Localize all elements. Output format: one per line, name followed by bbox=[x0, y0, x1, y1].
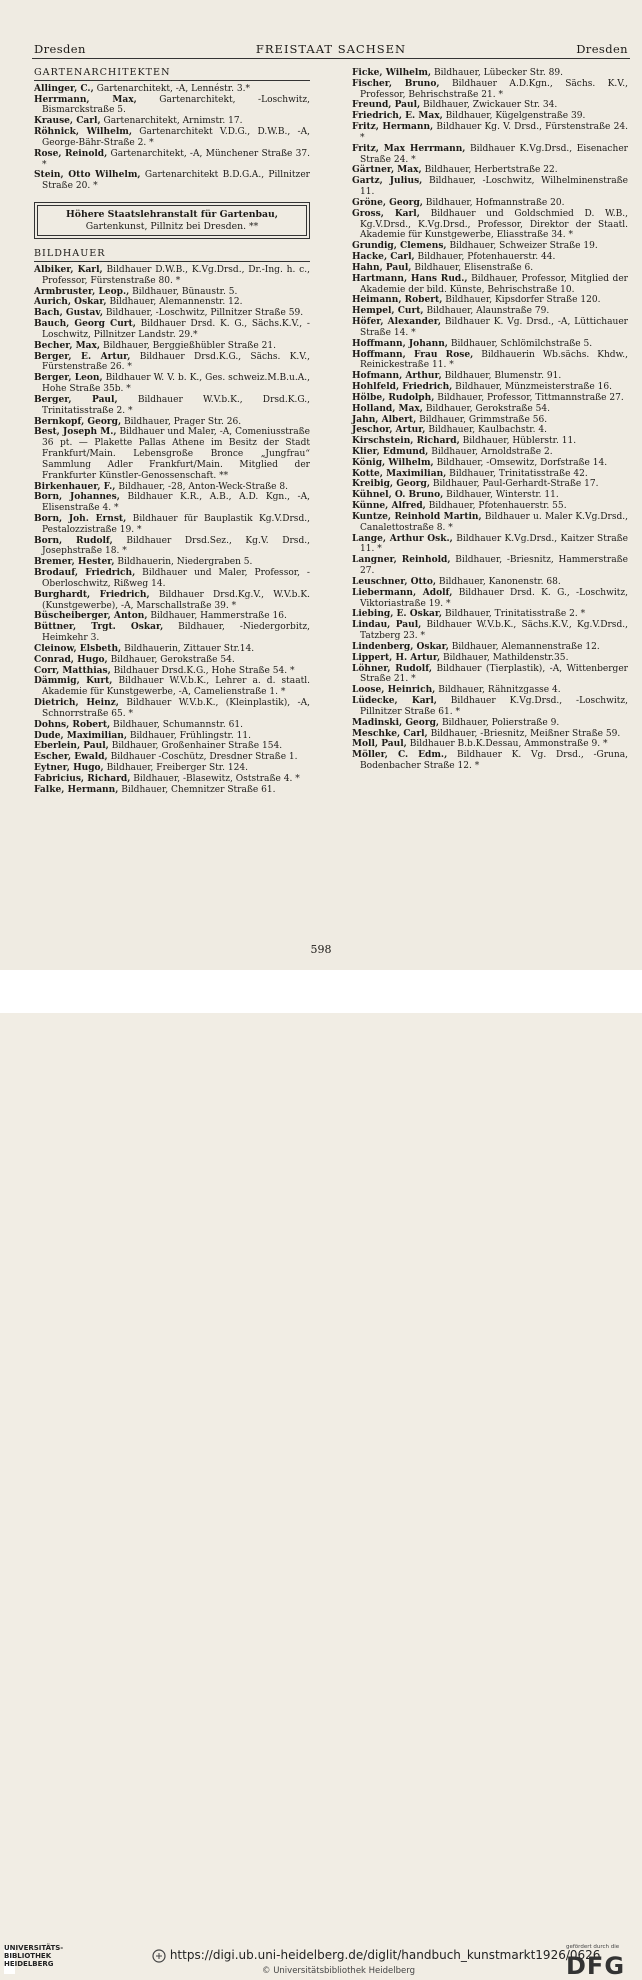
directory-entry bbox=[352, 534, 628, 556]
bildhauer-list-left bbox=[34, 265, 310, 796]
directory-entry bbox=[352, 653, 628, 664]
entry-name: Hoffmann, Johann, bbox=[352, 338, 448, 349]
entry-details: Bildhauer, -28, Anton-Weck-Straße 8. bbox=[115, 481, 289, 492]
entry-name: Grundig, Clemens, bbox=[352, 241, 447, 252]
directory-entry bbox=[34, 373, 310, 395]
permalink[interactable] bbox=[152, 1948, 600, 1963]
entry-details: Bildhauer K.Vg.Drsd., Kaitzer Straße 11. * bbox=[360, 533, 628, 555]
entry-name: Heimann, Robert, bbox=[352, 295, 443, 306]
entry-details: Bildhauer, Hofmannstraße 20. bbox=[422, 197, 565, 208]
directory-entry bbox=[352, 198, 628, 209]
entry-name: Herrmann, Max, bbox=[34, 94, 137, 105]
entry-name: Meschke, Carl, bbox=[352, 728, 428, 739]
entry-name: Krause, Carl, bbox=[34, 116, 101, 127]
entry-details: Bildhauer Kg. V. Drsd., Fürstenstraße 24. * bbox=[360, 122, 628, 143]
entry-details: Bildhauer, Kanonenstr. 68. bbox=[436, 576, 561, 587]
advertisement-box bbox=[34, 202, 310, 239]
entry-details: Bildhauer K.Vg.Drsd., -Loschwitz, Pillnitzer Straße 61. * bbox=[360, 696, 629, 717]
entry-details: Bildhauer, Mathildenstr.35. bbox=[440, 652, 569, 663]
directory-entry bbox=[352, 79, 628, 101]
section-heading-gartenarchitekten: GARTENARCHITEKTEN bbox=[34, 68, 310, 81]
entry-name: Kotte, Maximilian, bbox=[352, 468, 447, 479]
directory-entry bbox=[352, 447, 628, 458]
entry-name: Friedrich, E. Max, bbox=[352, 111, 443, 122]
entry-details: Bildhauer, Kaulbachstr. 4. bbox=[425, 425, 547, 436]
entry-details: Bildhauer Drsd. K. G., -Loschwitz, Viktoriastraße 19. * bbox=[360, 587, 628, 609]
entry-name: Falke, Hermann, bbox=[34, 784, 119, 795]
entry-name: König, Wilhelm, bbox=[352, 457, 434, 468]
entry-name: Lindau, Paul, bbox=[352, 620, 422, 631]
directory-entry bbox=[34, 95, 310, 117]
entry-name: Lüdecke, Karl, bbox=[352, 696, 437, 707]
entry-name: Jeschor, Artur, bbox=[352, 425, 426, 436]
entry-details: Gartenarchitekt B.D.G.A., Pillnitzer Straße 20. * bbox=[42, 170, 310, 192]
entry-name: Albiker, Karl, bbox=[34, 264, 103, 275]
entry-details: Bildhauer, Lübecker Str. 89. bbox=[431, 68, 564, 78]
entry-name: Höfer, Alexander, bbox=[352, 317, 442, 328]
entry-name: Fritz, Max Herrmann, bbox=[352, 143, 466, 154]
entry-name: Liebing, E. Oskar, bbox=[352, 609, 443, 620]
entry-name: Gross, Karl, bbox=[352, 208, 420, 219]
advertisement-title: Höhere Staatslehranstalt für Gartenbau, bbox=[65, 209, 279, 221]
directory-entry bbox=[34, 611, 310, 622]
directory-entry bbox=[34, 170, 310, 192]
entry-details: Bildhauer, Trinitatisstraße 2. * bbox=[442, 609, 586, 620]
entry-name: Born, Rudolf, bbox=[34, 535, 113, 546]
entry-name: Moll, Paul, bbox=[352, 739, 407, 750]
entry-name: Dietrich, Heinz, bbox=[34, 698, 119, 709]
directory-entry bbox=[34, 741, 310, 752]
entry-details: Bildhauer, Gerokstraße 54. bbox=[422, 403, 551, 414]
entry-name: Aurich, Oskar, bbox=[34, 297, 107, 308]
entry-details: Bildhauer, Großenhainer Straße 154. bbox=[108, 741, 283, 752]
entry-details: Bildhauer, Schlömilchstraße 5. bbox=[447, 338, 593, 349]
entry-details: Bildhauerin, Niedergraben 5. bbox=[114, 557, 253, 568]
directory-entry bbox=[34, 676, 310, 698]
entry-name: Birkenhauer, F., bbox=[34, 481, 116, 492]
header-rule bbox=[32, 58, 630, 59]
directory-entry bbox=[352, 664, 628, 686]
entry-details: Bildhauer, Pfotenhauerstr. 55. bbox=[425, 501, 567, 512]
library-logo-line3: HEIDELBERG bbox=[4, 1960, 54, 1968]
directory-entry bbox=[34, 514, 310, 536]
entry-details: Bildhauer, Schumannstr. 61. bbox=[110, 719, 244, 730]
directory-entry bbox=[34, 427, 310, 481]
directory-entry bbox=[34, 127, 310, 149]
entry-details: Bildhauer, Frühlingstr. 11. bbox=[126, 730, 251, 741]
entry-name: Born, Joh. Ernst, bbox=[34, 513, 127, 524]
entry-name: Kühnel, O. Bruno, bbox=[352, 490, 444, 501]
directory-entry bbox=[352, 100, 628, 111]
running-header bbox=[34, 42, 628, 56]
entry-name: Gröne, Georg, bbox=[352, 197, 423, 208]
entry-name: Loose, Heinrich, bbox=[352, 685, 436, 696]
directory-entry bbox=[34, 666, 310, 677]
entry-details: Bildhauer K. Vg. Drsd., -A, Lüttichauer Straße 14. * bbox=[360, 317, 628, 338]
entry-details: Bildhauer Drsd.Kg.V., W.V.b.K. (Kunstgewerbe), -A, Marschallstraße 39. * bbox=[42, 589, 310, 611]
entry-details: Bildhauer W.V.b.K., Drsd.K.G., Trinitatisstraße 2. * bbox=[42, 394, 310, 416]
entry-name: Cleinow, Elsbeth, bbox=[34, 643, 122, 654]
directory-entry bbox=[34, 492, 310, 514]
directory-entry bbox=[34, 149, 310, 171]
entry-name: Löhner, Rudolf, bbox=[352, 663, 433, 674]
entry-details: Bildhauer W. V. b. K., Ges. schweiz.M.B.u.A., Hohe Straße 35b. * bbox=[42, 373, 310, 395]
library-logo[interactable] bbox=[4, 1944, 63, 1968]
directory-entry bbox=[34, 287, 310, 298]
scanned-page bbox=[0, 0, 642, 970]
entry-details: Bildhauer (Tierplastik), -A, Wittenberger Straße 21. * bbox=[360, 663, 629, 685]
entry-name: Madinski, Georg, bbox=[352, 717, 440, 728]
entry-details: Bildhauer W.V.b.K., Sächs.K.V., Kg.V.Drsd., Tatzberg 23. * bbox=[360, 620, 628, 642]
directory-entry bbox=[34, 395, 310, 417]
entry-name: Leuschner, Otto, bbox=[352, 576, 437, 587]
entry-details: Bildhauer, -Blasewitz, Oststraße 4. * bbox=[130, 773, 300, 784]
entry-details: Bildhauer und Maler, Professor, -Oberloschwitz, Rißweg 14. bbox=[42, 568, 310, 589]
entry-name: Künne, Alfred, bbox=[352, 501, 426, 512]
dfg-logo[interactable]: DFG bbox=[566, 1952, 626, 1980]
entry-details: Bildhauer u. Maler K.Vg.Drsd., Canalettostraße 8. * bbox=[360, 511, 628, 533]
directory-entry bbox=[352, 512, 628, 534]
right-column bbox=[352, 68, 628, 772]
entry-details: Bildhauer und Goldschmied D. W.B., Kg.V.Drsd., K.Vg.Drsd., Professor, Direktor der Staatl. Akademie für Kunstgewerbe, Eliasstraße 34. * bbox=[360, 208, 629, 241]
entry-name: Gartz, Julius, bbox=[352, 176, 423, 187]
entry-name: Bremer, Hester, bbox=[34, 557, 115, 568]
entry-details: Bildhauer, Trinitatisstraße 42. bbox=[446, 468, 588, 479]
entry-name: Burghardt, Friedrich, bbox=[34, 589, 150, 600]
entry-details: Bildhauer, Professor, Mitglied der Akademie der bild. Künste, Behrischstraße 10. bbox=[360, 273, 628, 295]
entry-name: Born, Johannes, bbox=[34, 492, 120, 503]
entry-details: Bildhauer Drsd.K.G., Sächs. K.V., Fürstenstraße 26. * bbox=[42, 351, 310, 373]
entry-details: Bildhauer, Alemannenstr. 12. bbox=[106, 297, 243, 308]
left-column bbox=[34, 68, 310, 796]
link-icon bbox=[152, 1949, 166, 1963]
entry-name: Berger, Paul, bbox=[34, 394, 118, 405]
entry-name: Becher, Max, bbox=[34, 340, 101, 351]
directory-entry bbox=[34, 752, 310, 763]
entry-details: Bildhauer für Bauplastik Kg.V.Drsd., Pestalozzistraße 19. * bbox=[42, 513, 310, 535]
entry-name: Escher, Ewald, bbox=[34, 752, 108, 763]
entry-name: Lindenberg, Oskar, bbox=[352, 641, 449, 652]
library-logo-line1: UNIVERSITÄTS- bbox=[4, 1944, 64, 1952]
footer-bar bbox=[0, 970, 642, 1980]
entry-details: Bildhauer, Blumenstr. 91. bbox=[441, 371, 562, 382]
entry-details: Bildhauer Drsd.Sez., Kg.V. Drsd., Josephstraße 18. * bbox=[42, 535, 310, 557]
entry-name: Kuntze, Reinhold Martin, bbox=[352, 511, 482, 522]
entry-name: Kirschstein, Richard, bbox=[352, 436, 460, 447]
entry-name: Dohns, Robert, bbox=[34, 719, 111, 730]
entry-details: Bildhauer, -Loschwitz, Pillnitzer Straße 59. bbox=[103, 308, 304, 319]
entry-details: Bildhauer B.b.K.Dessau, Ammonstraße 9. * bbox=[406, 739, 608, 750]
directory-entry bbox=[34, 774, 310, 785]
directory-entry bbox=[352, 382, 628, 393]
copyright-text: © Universitätsbibliothek Heidelberg bbox=[262, 1966, 416, 1976]
entry-details: Bildhauer, -Briesnitz, Hammerstraße 27. bbox=[360, 555, 629, 577]
directory-entry bbox=[352, 458, 628, 469]
entry-details: Gartenarchitekt V.D.G., D.W.B., -A, George-Bähr-Straße 2. * bbox=[42, 127, 310, 148]
entry-name: Stein, Otto Wilhelm, bbox=[34, 170, 141, 181]
entry-name: Corr, Matthias, bbox=[34, 665, 111, 676]
directory-entry bbox=[34, 341, 310, 352]
directory-entry bbox=[34, 568, 310, 590]
directory-entry bbox=[34, 720, 310, 731]
directory-entry bbox=[34, 590, 310, 612]
directory-entry bbox=[34, 644, 310, 655]
entry-name: Berger, E. Artur, bbox=[34, 351, 131, 362]
directory-entry bbox=[352, 501, 628, 512]
entry-name: Büttner, Trgt. Oskar, bbox=[34, 622, 164, 633]
entry-name: Kreibig, Georg, bbox=[352, 479, 430, 490]
entry-name: Bauch, Georg Curt, bbox=[34, 319, 136, 330]
entry-name: Lippert, H. Artur, bbox=[352, 652, 441, 663]
directory-entry bbox=[34, 297, 310, 308]
directory-entry bbox=[34, 352, 310, 374]
entry-name: Möller, C. Edm., bbox=[352, 750, 448, 761]
directory-entry bbox=[352, 479, 628, 490]
directory-entry bbox=[352, 415, 628, 426]
directory-entry bbox=[352, 263, 628, 274]
entry-details: Bildhauer, Freiberger Str. 124. bbox=[103, 763, 249, 774]
entry-details: Bildhauer W.V.b.K., (Kleinplastik), -A, Schnorrstraße 65. * bbox=[42, 698, 310, 719]
directory-entry bbox=[34, 785, 310, 796]
entry-details: Bildhauer K. Vg. Drsd., -Gruna, Bodenbacher Straße 12. * bbox=[360, 750, 628, 771]
entry-name: Hempel, Curt, bbox=[352, 306, 424, 317]
entry-details: Bildhauer, Professor, Tittmannstraße 27. bbox=[434, 392, 624, 403]
entry-details: Bildhauer K.R., A.B., A.D. Kgn., -A, Elisenstraße 4. * bbox=[42, 492, 311, 514]
entry-details: Bildhauer, Winterstr. 11. bbox=[443, 490, 559, 501]
directory-entry bbox=[352, 718, 628, 729]
entry-details: Bildhauer, -Briesnitz, Meißner Straße 59. bbox=[427, 728, 621, 739]
entry-name: Fischer, Bruno, bbox=[352, 78, 440, 89]
directory-entry bbox=[352, 577, 628, 588]
entry-name: Brodauf, Friedrich, bbox=[34, 568, 136, 579]
entry-details: Bildhauer, Kügelgenstraße 39. bbox=[442, 111, 586, 122]
header-center: FREISTAAT SACHSEN bbox=[255, 42, 407, 56]
entry-details: Bildhauer, -Niedergorbitz, Heimkehr 3. bbox=[42, 622, 310, 644]
entry-name: Allinger, C., bbox=[34, 83, 94, 94]
entry-name: Rose, Reinold, bbox=[34, 148, 108, 159]
entry-details: Bildhauer K.Vg.Drsd., Eisenacher Straße 24. * bbox=[360, 143, 629, 165]
directory-entry bbox=[352, 696, 628, 718]
library-logo-line2: BIBLIOTHEK bbox=[4, 1952, 52, 1960]
directory-entry bbox=[352, 750, 628, 772]
entry-details: Bildhauer Drsd.K.G., Hohe Straße 54. * bbox=[110, 665, 295, 676]
advertisement-text: Gartenkunst, Pillnitz bei Dresden. ** bbox=[85, 220, 259, 232]
entry-name: Dämmig, Kurt, bbox=[34, 676, 113, 687]
entry-details: Bildhauerin, Zittauer Str.14. bbox=[121, 643, 255, 654]
directory-entry bbox=[352, 252, 628, 263]
entry-name: Hölbe, Rudolph, bbox=[352, 392, 435, 403]
directory-entry bbox=[34, 655, 310, 666]
directory-entry bbox=[352, 306, 628, 317]
entry-name: Eytner, Hugo, bbox=[34, 763, 104, 774]
entry-details: Bildhauer, Gerokstraße 54. bbox=[107, 654, 235, 665]
entry-name: Büscheiberger, Anton, bbox=[34, 611, 148, 622]
directory-entry bbox=[352, 729, 628, 740]
entry-details: Bildhauer, Bünaustr. 5. bbox=[129, 286, 238, 297]
directory-entry bbox=[352, 436, 628, 447]
entry-details: Bildhauer, -Loschwitz, Wilhelminenstraße 11. bbox=[360, 176, 629, 198]
entry-details: Bildhauer, Hüblerstr. 11. bbox=[459, 436, 577, 447]
permalink-text: https://digi.ub.uni-heidelberg.de/diglit/handbuch_kunstmarkt1926/0626 bbox=[169, 1948, 601, 1962]
directory-entry bbox=[352, 122, 628, 144]
entry-name: Liebermann, Adolf, bbox=[352, 587, 453, 598]
copyright-notice bbox=[262, 1966, 415, 1976]
entry-details: Bildhauer -Coschütz, Dresdner Straße 1. bbox=[107, 752, 298, 763]
directory-entry bbox=[352, 317, 628, 339]
entry-name: Holland, Max, bbox=[352, 403, 423, 414]
directory-entry bbox=[34, 308, 310, 319]
gartenarchitekten-list bbox=[34, 84, 310, 192]
directory-entry bbox=[34, 698, 310, 720]
directory-entry bbox=[352, 68, 628, 79]
header-right: Dresden bbox=[576, 42, 628, 56]
entry-name: Berger, Leon, bbox=[34, 373, 103, 384]
entry-details: Bildhauer, Alemannenstraße 12. bbox=[448, 641, 600, 652]
entry-details: Bildhauer, Prager Str. 26. bbox=[121, 416, 242, 427]
entry-details: Bildhauer, -Omsewitz, Dorfstraße 14. bbox=[433, 457, 608, 468]
entry-details: Bildhauer, Herbertstraße 22. bbox=[421, 165, 558, 176]
entry-name: Hoffmann, Frau Rose, bbox=[352, 349, 474, 360]
directory-entry bbox=[34, 557, 310, 568]
directory-entry bbox=[352, 404, 628, 415]
entry-details: Bildhauer, Münzmeisterstraße 16. bbox=[452, 382, 613, 393]
directory-entry bbox=[34, 731, 310, 742]
entry-details: Bildhauerin Wb.sächs. Khdw., Reinickestraße 11. * bbox=[360, 349, 628, 371]
entry-name: Hofmann, Arthur, bbox=[352, 371, 442, 382]
directory-entry bbox=[352, 739, 628, 750]
entry-details: Bildhauer A.D.Kgn., Sächs. K.V., Professor, Behrischstraße 21. * bbox=[360, 78, 628, 100]
directory-entry bbox=[352, 469, 628, 480]
entry-name: Gärtner, Max, bbox=[352, 165, 422, 176]
directory-entry bbox=[352, 588, 628, 610]
entry-name: Klier, Edmund, bbox=[352, 446, 429, 457]
directory-entry bbox=[34, 536, 310, 558]
entry-name: Lange, Arthur Osk., bbox=[352, 533, 453, 544]
directory-entry bbox=[352, 425, 628, 436]
directory-entry bbox=[352, 241, 628, 252]
directory-entry bbox=[352, 274, 628, 296]
directory-entry bbox=[34, 116, 310, 127]
directory-entry bbox=[352, 339, 628, 350]
entry-name: Armbruster, Leop., bbox=[34, 286, 130, 297]
directory-entry bbox=[352, 609, 628, 620]
directory-entry bbox=[352, 111, 628, 122]
advertisement-inner bbox=[37, 205, 307, 236]
directory-entry bbox=[34, 319, 310, 341]
directory-entry bbox=[352, 144, 628, 166]
entry-details: Bildhauer und Maler, -A, Comeniusstraße 36 pt. — Plakette Pallas Athene im Besitz der Stadt Frankfurt/Main. Lebensgroße Bronce „Jungfrau“ Sammlung Adler Frankfurt/Main. Mitglied der Frankfurter Künstler-Genossenschaft. ** bbox=[42, 427, 310, 481]
directory-entry bbox=[352, 393, 628, 404]
entry-name: Hartmann, Hans Rud., bbox=[352, 273, 468, 284]
section-heading-bildhauer: BILDHAUER bbox=[34, 249, 310, 262]
entry-details: Bildhauer, Zwickauer Str. 34. bbox=[420, 100, 558, 111]
entry-details: Bildhauer W.V.b.K., Lehrer a. d. staatl. Akademie für Kunstgewerbe, -A, Camelienstraße 1. * bbox=[42, 676, 310, 698]
entry-details: Bildhauer, Polierstraße 9. bbox=[439, 717, 560, 728]
entry-details: Gartenarchitekt, -A, Münchener Straße 37. * bbox=[42, 148, 310, 170]
entry-name: Conrad, Hugo, bbox=[34, 654, 108, 665]
entry-details: Bildhauer, Rähnitzgasse 4. bbox=[435, 685, 561, 696]
directory-entry bbox=[352, 642, 628, 653]
entry-details: Bildhauer, Kipsdorfer Straße 120. bbox=[442, 295, 601, 306]
entry-details: Bildhauer, Berggießhübler Straße 21. bbox=[100, 340, 276, 351]
entry-name: Dude, Maximilian, bbox=[34, 730, 127, 741]
entry-name: Fritz, Hermann, bbox=[352, 122, 434, 133]
dfg-caption: gefördert durch die bbox=[566, 1944, 620, 1950]
entry-details: Gartenarchitekt, -Loschwitz, Bismarckstraße 5. bbox=[42, 94, 310, 116]
entry-details: Bildhauer Drsd. K. G., Sächs.K.V., -Loschwitz, Pillnitzer Landstr. 29.* bbox=[42, 319, 310, 340]
entry-details: Bildhauer, Grimmstraße 56. bbox=[416, 414, 548, 425]
entry-details: Bildhauer, Pfotenhauerstr. 44. bbox=[414, 252, 556, 263]
directory-entry bbox=[34, 482, 310, 493]
directory-entry bbox=[34, 417, 310, 428]
entry-name: Bach, Gustav, bbox=[34, 308, 103, 319]
directory-entry bbox=[352, 555, 628, 577]
entry-name: Hohlfeld, Friedrich, bbox=[352, 382, 453, 393]
directory-entry bbox=[352, 371, 628, 382]
entry-name: Eberlein, Paul, bbox=[34, 741, 109, 752]
entry-details: Bildhauer, Hammerstraße 16. bbox=[147, 611, 287, 622]
entry-details: Bildhauer, Alaunstraße 79. bbox=[423, 306, 550, 317]
directory-entry bbox=[352, 209, 628, 241]
entry-details: Gartenarchitekt, Arnimstr. 17. bbox=[100, 116, 243, 127]
directory-entry bbox=[34, 763, 310, 774]
directory-entry bbox=[352, 490, 628, 501]
directory-entry bbox=[352, 165, 628, 176]
directory-entry bbox=[352, 295, 628, 306]
entry-name: Jahn, Albert, bbox=[352, 414, 417, 425]
entry-details: Bildhauer, Elisenstraße 6. bbox=[411, 262, 534, 273]
bildhauer-list-right bbox=[352, 68, 628, 772]
entry-details: Bildhauer, Schweizer Straße 19. bbox=[446, 241, 598, 252]
directory-entry bbox=[34, 84, 310, 95]
entry-details: Gartenarchitekt, -A, Lennéstr. 3.* bbox=[93, 83, 250, 94]
page-number: 598 bbox=[310, 943, 332, 956]
directory-entry bbox=[352, 685, 628, 696]
entry-details: Bildhauer D.W.B., K.Vg.Drsd., Dr.-Ing. h. c., Professor, Fürstenstraße 80. * bbox=[42, 264, 310, 286]
entry-name: Best, Joseph M., bbox=[34, 427, 117, 438]
directory-entry bbox=[352, 620, 628, 642]
directory-entry bbox=[352, 176, 628, 198]
entry-details: Bildhauer, Paul-Gerhardt-Straße 17. bbox=[429, 479, 599, 490]
entry-name: Hacke, Carl, bbox=[352, 252, 415, 263]
header-left: Dresden bbox=[34, 42, 86, 56]
directory-entry bbox=[352, 350, 628, 372]
entry-name: Freund, Paul, bbox=[352, 100, 421, 111]
entry-name: Hahn, Paul, bbox=[352, 262, 412, 273]
entry-details: Bildhauer, Arnoldstraße 2. bbox=[428, 446, 553, 457]
entry-name: Röhnick, Wilhelm, bbox=[34, 127, 132, 138]
directory-entry bbox=[34, 622, 310, 644]
entry-name: Bernkopf, Georg, bbox=[34, 416, 122, 427]
entry-name: Langner, Reinhold, bbox=[352, 555, 451, 566]
entry-details: Bildhauer, Chemnitzer Straße 61. bbox=[118, 784, 276, 795]
directory-entry bbox=[34, 265, 310, 287]
entry-name: Fabricius, Richard, bbox=[34, 773, 131, 784]
entry-name: Ficke, Wilhelm, bbox=[352, 68, 432, 78]
